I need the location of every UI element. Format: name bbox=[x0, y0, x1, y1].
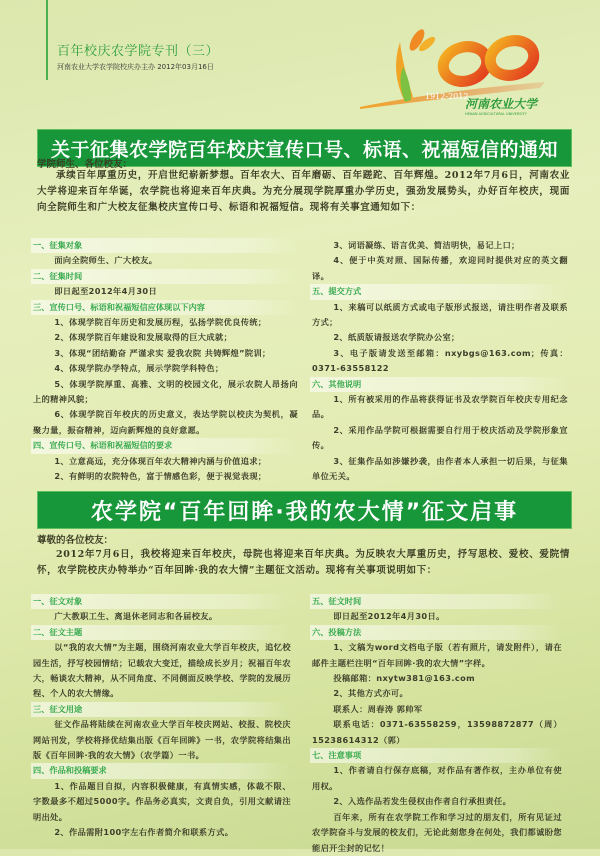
logo-years: 1912-2012 bbox=[425, 92, 469, 101]
notice2-title-banner bbox=[37, 491, 572, 529]
section-paragraph: 1、作品题目自拟，内容积极健康，有真情实感，体裁不限、字数最多不超过5000字。作品务必真实，文责自负，引用文献请注明出处。 bbox=[33, 780, 291, 822]
section-paragraph: 1、作者请自行保存底稿，对作品有著作权，主办单位有使用权。 bbox=[312, 765, 562, 791]
section-paragraph: 5、体现学院厚重、高雅、文明的校园文化，展示农院人昂扬向上的精神风貌； bbox=[33, 378, 298, 405]
notice2-salutation: 尊敬的各位校友： bbox=[37, 535, 114, 546]
section-paragraph: 2、入选作品若发生侵权由作者自行承担责任。 bbox=[333, 796, 512, 807]
section-heading: 七、注意事项 bbox=[310, 748, 562, 763]
header-divider-line bbox=[46, 0, 48, 80]
notice2-left-column bbox=[33, 594, 291, 841]
section-paragraph: 广大教职工生、离退休老同志和各届校友。 bbox=[54, 611, 218, 622]
section-paragraph: 3、体现“团结勤奋 严谨求实 爱我农院 共铸辉煌”院训； bbox=[54, 347, 271, 358]
section-paragraph: 1、文稿为word文档电子版（若有照片，请发附件），请在邮件主题栏注明“百年回眸·我的农大情”字样。 bbox=[312, 642, 562, 668]
notice2-title: 农学院“百年回眸·我的农大情”征文启事 bbox=[90, 499, 519, 525]
notice1-salutation: 学院师生、各位校友： bbox=[37, 159, 133, 170]
section-paragraph: 即日起至2012年4月30日。 bbox=[333, 611, 445, 622]
section-paragraph: 联系电话：0371-63558259，13598872877（周）15238614312（郭） bbox=[312, 719, 562, 745]
notice1-intro: 承续百年厚重历史，开启世纪崭新梦想。百年农大、百年磨砺、百年蹉跎、百年辉煌。2012年7月6日，河南农业大学将迎来百年华诞，农学院也将迎来百年庆典。为充分展现学院厚重办学历史，强劲发展势头，办好百年校庆，现面向全院师生和广大校友征集校庆宣传口号、标语和祝福短信。现将有关事宜通知如下： bbox=[37, 170, 570, 213]
section-paragraph: 6、体现学院百年校庆的历史意义，表达学院以校庆为契机，凝聚力量，振奋精神，迈向新辉煌的良好意愿。 bbox=[33, 409, 298, 435]
section-paragraph: 百年来，所有在农学院工作和学习过的朋友们，所有见证过农学院奋斗与发展的校友们，无论此刻您身在何处，我们都诚盼您能启开尘封的记忆！ bbox=[312, 811, 562, 853]
section-heading: 四、作品和投稿要求 bbox=[31, 763, 291, 778]
logo-name-cn: 河南农业大学 bbox=[465, 97, 538, 111]
section-heading: 二、征文主题 bbox=[31, 625, 291, 640]
section-paragraph: 4、体现学院办学特点，展示学院学科特色； bbox=[54, 363, 224, 374]
notice1-title: 关于征集农学院百年校庆宣传口号、标语、祝福短信的通知 bbox=[50, 138, 558, 161]
section-paragraph: 1、立意高远，充分体现百年农大精神内涵与价值追求； bbox=[54, 455, 267, 466]
section-paragraph: 投稿邮箱：nxytw381@163.com bbox=[333, 673, 476, 684]
section-paragraph: 3、征集作品如涉嫌抄袭，由作者本人承担一切后果，与征集单位无关。 bbox=[312, 455, 568, 482]
section-heading: 四、宣传口号、标语和祝福短信的要求 bbox=[31, 438, 298, 453]
section-heading: 六、其他说明 bbox=[310, 377, 568, 392]
section-paragraph: 即日起至2012年4月30日 bbox=[54, 286, 158, 297]
section-heading: 三、宣传口号、标语和祝福短信应体现以下内容 bbox=[31, 300, 298, 315]
notice2-intro: 2012年7月6日，我校将迎来百年校庆，母院也将迎来百年庆典。为反映农大厚重历史，抒写思校、爱校、爱院情怀，农学院校庆办特举办“百年回眸·我的农大情”主题征文活动。现将有关事项说明如下： bbox=[37, 549, 570, 576]
section-paragraph: 3、词语凝练、语言优美、简洁明快，易记上口； bbox=[333, 240, 520, 250]
magazine-subtitle: 河南农业大学农学院校庆办主办 2012年03月16日 bbox=[57, 63, 214, 71]
section-paragraph: 2、作品需附100字左右作者简介和联系方式。 bbox=[54, 827, 234, 838]
section-heading: 五、提交方式 bbox=[310, 284, 568, 299]
section-paragraph: 1、来稿可以纸质方式或电子版形式报送，请注明作者及联系方式； bbox=[312, 301, 568, 328]
section-heading: 一、征文对象 bbox=[31, 594, 291, 609]
section-heading: 六、投稿方法 bbox=[310, 625, 562, 640]
section-heading: 一、征集对象 bbox=[31, 238, 298, 253]
section-paragraph: 征文作品将陆续在河南农业大学百年校庆网站、校报、院校庆网站刊发，学校将择优结集出版《百年回眸》一书，农学院将结集出版《百年回眸·我的农大情》（农学篇）一书。 bbox=[33, 719, 291, 761]
section-paragraph: 面向全院师生、广大校友。 bbox=[54, 255, 158, 266]
section-paragraph: 3、电子版请发送至邮箱：nxybgs@163.com；传真：0371-63558122 bbox=[312, 347, 568, 374]
section-paragraph: 1、所有被采用的作品将获得证书及农学院百年校庆专用纪念品。 bbox=[312, 394, 568, 420]
section-heading: 二、征集时间 bbox=[31, 269, 298, 284]
notice2-right-column bbox=[312, 594, 562, 856]
logo-name-en: HENAN AGRICULTURAL UNIVERSITY bbox=[465, 112, 527, 116]
section-paragraph: 4、便于中英对照、国际传播，欢迎同时提供对应的英文翻译。 bbox=[312, 255, 568, 281]
section-paragraph: 以“我的农大情”为主题，围绕河南农业大学百年校庆，追忆校园生活，抒写校园情结；记载农大变迁，描绘成长岁月；祝福百年农大，畅谈农大精神，从不同角度、不同侧面反映学校、学院的发展历程、个人的农大情缘。 bbox=[33, 642, 291, 699]
notice1-left-column bbox=[33, 238, 298, 485]
university-centennial-logo bbox=[355, 12, 555, 117]
notice1-right-column bbox=[312, 238, 568, 485]
section-paragraph: 2、体现学院百年建设和发展取得的巨大成就； bbox=[54, 332, 233, 343]
section-paragraph: 2、有鲜明的农院特色，富于情感色彩，便于视觉表现； bbox=[54, 471, 267, 482]
section-paragraph: 联系人：周春涛 郭帅军 bbox=[333, 703, 423, 714]
section-paragraph: 2、采用作品学院可根据需要自行用于校庆活动及学院形象宣传。 bbox=[312, 424, 568, 451]
magazine-title: 百年校庆农学院专刊（三） bbox=[57, 44, 220, 59]
section-heading: 五、征文时间 bbox=[310, 594, 562, 609]
section-paragraph: 2、其他方式亦可。 bbox=[333, 688, 409, 699]
section-paragraph: 2、纸质版请报送农学院办公室； bbox=[333, 332, 460, 343]
section-paragraph: 1、体现学院百年历史和发展历程，弘扬学院优良传统； bbox=[54, 317, 267, 328]
section-heading: 三、征文用途 bbox=[31, 702, 291, 717]
